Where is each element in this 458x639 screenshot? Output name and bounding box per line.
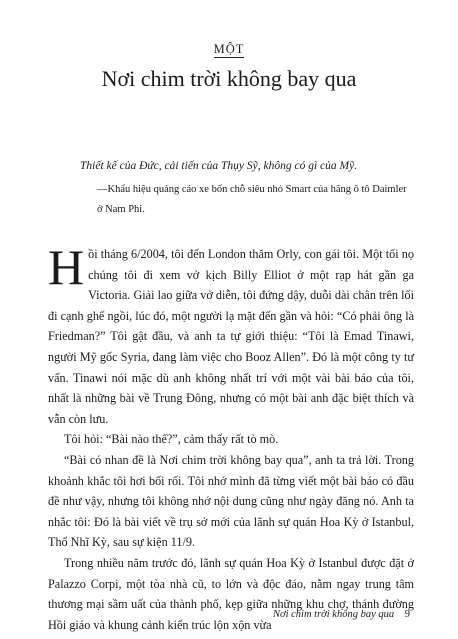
chapter-title: Nơi chim trời không bay qua [101,66,357,91]
page-number: 9 [404,609,410,620]
running-title: Nơi chim trời không bay qua [272,609,395,620]
page-footer [273,609,410,620]
epigraph-quote: Thiết kế của Đức, cải tiến của Thụy Sỹ, không có gì của Mỹ. [80,160,358,172]
paragraph-text: ồi tháng 6/2004, tôi đến London thăm Orly, con gái tôi. Một tối nọ chúng tôi đi xem vở kịch Billy Elliot ở một rạp hát gần ga Victoria. Giải lao giữa vở diễn, tôi đứng dậy, duỗi dài chân trên lối đi cạnh ghế ngồi, lúc đó, một người lạ mặt đến gần và hỏi: “Có phải ông là Friedman?” Tôi gật đầu, và anh ta tự giới thiệu: “Tôi là Emad Tinawi, người Mỹ gốc Syria, đang làm việc cho Booz Allen”. Đó là một công ty tư vấn. Tinawi nói mặc dù anh không nhất trí với một vài bài báo của tôi, nhất là những bài về Trung Đông, nhưng có một bài anh đặc biệt thích và vẫn còn lưu. [48,247,414,426]
paragraph: Trong nhiều năm trước đó, lãnh sự quán Hoa Kỳ ở Istanbul được đặt ở Palazzo Corpi, một tòa nhà cũ, to lớn và độc đáo, nằm ngay trung tâm thương mại sầm uất của thành phố, kẹp giữa những khu chợ, thánh đường Hồi giáo và khung cảnh kiến trúc lộn xộn vừa [48,555,414,632]
chapter-number-text: MỘT [213,42,245,56]
paragraph: Tôi hỏi: “Bài nào thế?”, cảm thấy rất tò mò. [64,432,279,447]
paragraph [48,239,414,429]
drop-cap: H [48,239,85,295]
body-text [48,239,414,635]
epigraph-attribution: —Khẩu hiệu quảng cáo xe bốn chỗ siêu nhỏ Smart của hãng ô tô Daimler ở Nam Phi. [97,184,407,215]
paragraph: “Bài có nhan đề là Nơi chim trời không bay qua”, anh ta trả lời. Trong khoảnh khắc tôi hơi bối rối. Tôi nhớ mình đã từng viết một bài báo có đầu đề như vậy, nhưng tôi không nhớ nội dung cũng như ngày đăng nó. Anh ta nhắc tôi: Đó là bài viết về trụ sở mới của lãnh sự quán Hoa Kỳ ở Istanbul, Thổ Nhĩ Kỳ, sau sự kiện 11/9. [48,452,414,550]
chapter-number [0,42,458,57]
